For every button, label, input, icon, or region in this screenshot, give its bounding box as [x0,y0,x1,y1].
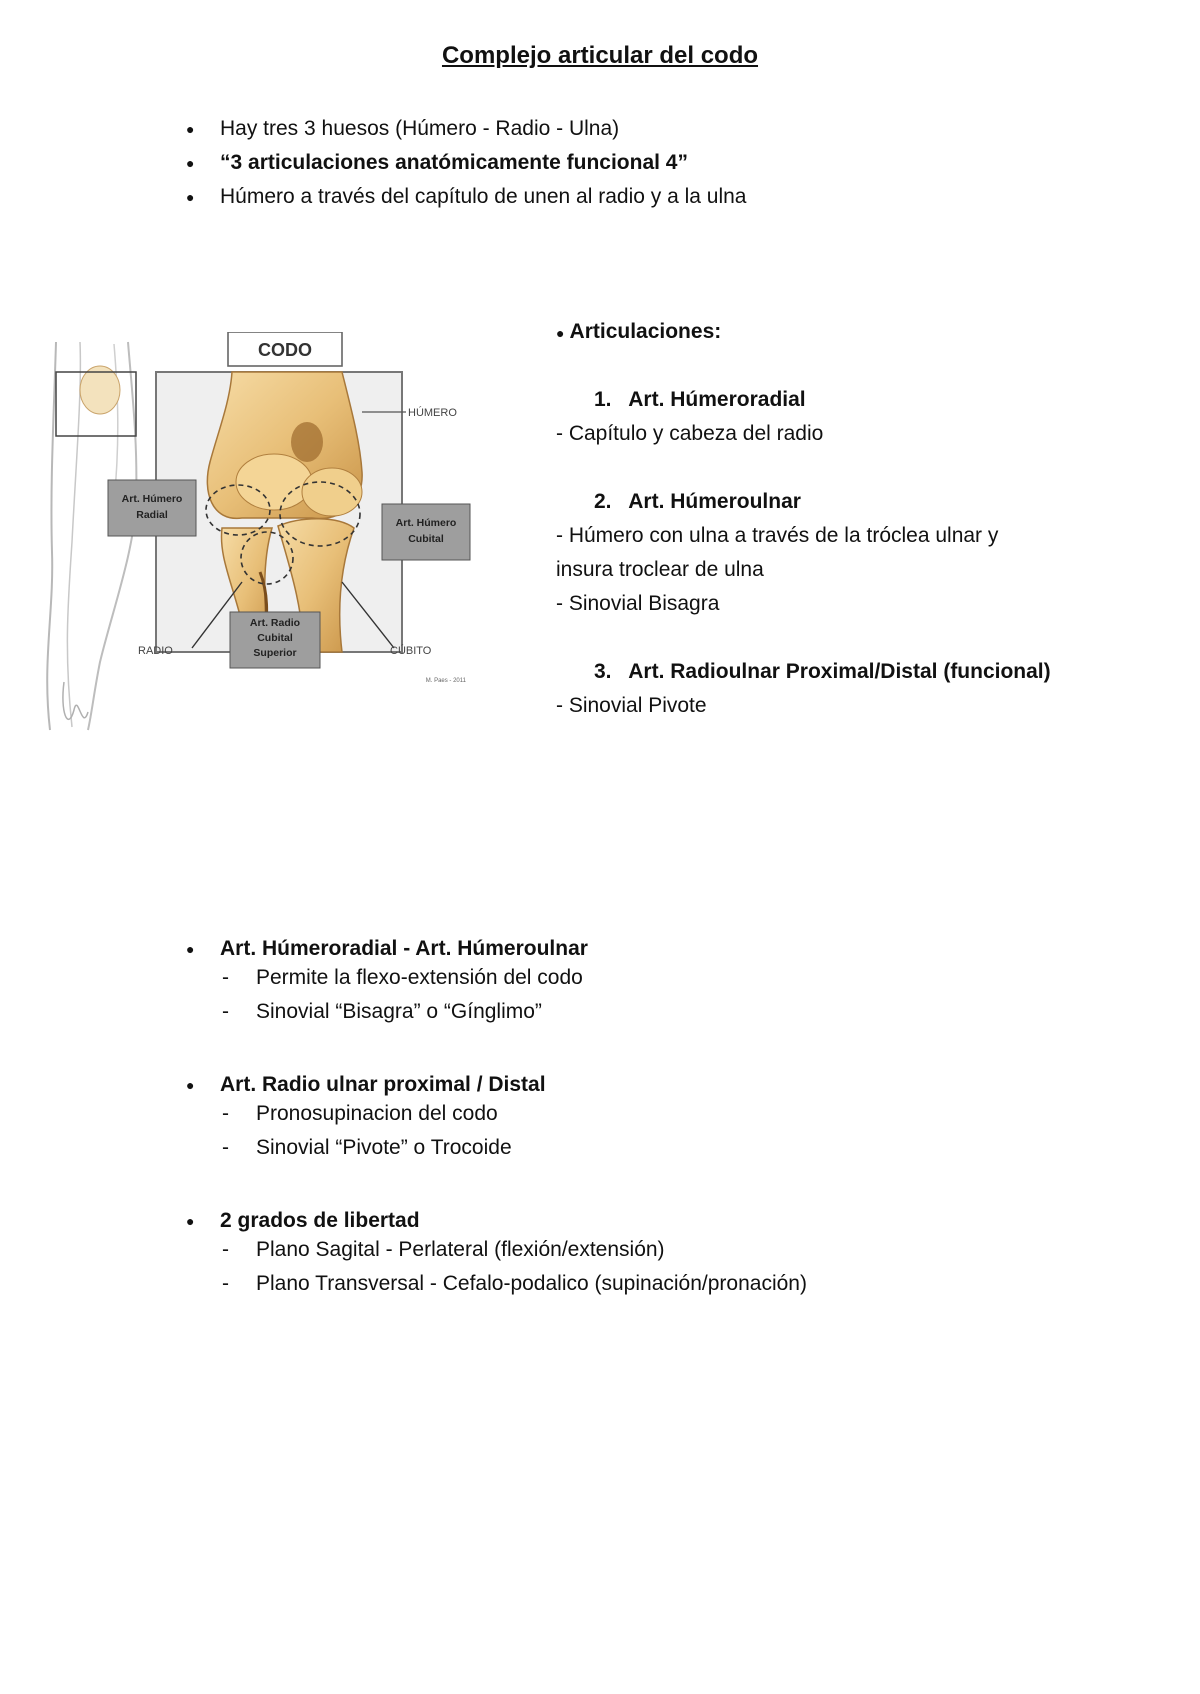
art-radio-label-3: Superior [253,647,297,659]
articulacion-2-line-3: - Sinovial Bisagra [556,592,720,615]
radio-label: RADIO [138,645,173,657]
articulacion-3-title: 3. Art. Radioulnar Proximal/Distal (funcional) [594,660,1051,683]
articulacion-1-title: 1. Art. Húmeroradial [594,388,806,411]
credit-label: M. Paes - 2011 [425,678,466,684]
elbow-diagram [42,332,528,750]
bullet-dot-icon: ● [186,1077,195,1093]
art-humero-radial-label-2: Radial [136,509,168,521]
articulacion-2-title: 2. Art. Húmeroulnar [594,490,801,513]
cubito-label: CÚBITO [390,645,432,657]
humero-label: HÚMERO [408,407,457,419]
page-title: Complejo articular del codo [441,42,759,69]
articulacion-2-line-2: insura troclear de ulna [556,558,764,581]
art-radio-label-1: Art. Radio [249,617,301,629]
bullet-dot-icon: ● [186,189,195,205]
articulacion-3-line-1: - Sinovial Pivote [556,694,707,717]
bullet-dot-icon: ● [186,121,195,137]
art-humero-cubital-label-1: Art. Húmero [395,517,457,529]
articulacion-1-line-1: - Capítulo y cabeza del radio [556,422,824,445]
bullet-dot-icon: ● [186,941,195,957]
art-radio-label-2: Cubital [257,632,293,644]
articulaciones-heading: ● Articulaciones: [556,320,722,343]
articulacion-2-line-1: - Húmero con ulna a través de la tróclea ulnar y [556,524,999,547]
bullet-dot-icon: ● [556,325,565,341]
codo-label: CODO [258,340,312,360]
bullet-dot-icon: ● [186,155,195,171]
art-humero-radial-label-1: Art. Húmero [121,493,183,505]
art-humero-cubital-label-2: Cubital [408,533,444,545]
bullet-dot-icon: ● [186,1213,195,1229]
